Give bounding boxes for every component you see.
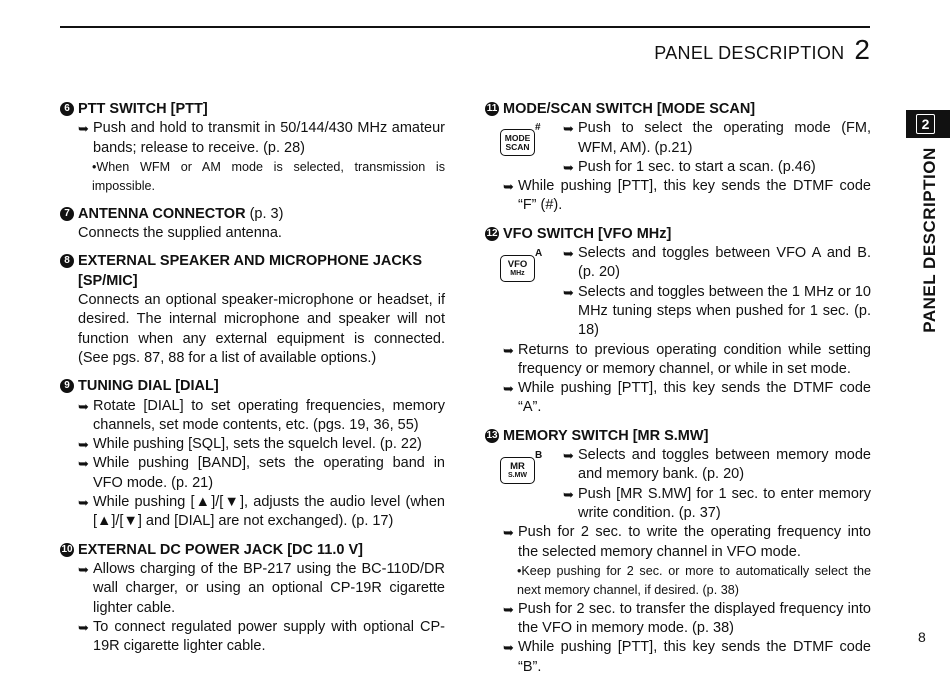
section-tuning-dial [60, 377, 445, 531]
bullet-text: To connect regulated power supply with optional CP-19R cigarette lighter cable. [93, 618, 445, 655]
section-title: MODE/SCAN SWITCH [MODE SCAN] [503, 101, 756, 117]
section-title: EXTERNAL SPEAKER AND MICROPHONE JACKS [SP/MIC] [78, 253, 423, 289]
arrow-bullet-icon: ➥ [563, 284, 574, 300]
key-label-bottom: MHz [510, 269, 525, 277]
arrow-bullet-icon: ➥ [78, 456, 89, 472]
note-text: •Keep pushing for 2 sec. or more to automatically select the next memory channel, if desired. (p. 38) [517, 563, 871, 597]
section-dc-power-jack [60, 541, 445, 657]
bullet-text: While pushing [BAND], sets the operating band in VFO mode. (p. 21) [93, 455, 445, 491]
header-chapter-number: 2 [854, 34, 870, 65]
arrow-bullet-icon: ➥ [563, 121, 574, 137]
section-title: ANTENNA CONNECTOR [78, 205, 246, 222]
arrow-bullet-icon: ➥ [78, 619, 89, 635]
arrow-bullet-icon: ➥ [503, 179, 514, 195]
arrow-bullet-icon: ➥ [503, 601, 514, 617]
section-mode-scan-switch [485, 100, 871, 216]
key-label-bottom: S.MW [507, 471, 528, 479]
bullet-text: Selects and toggles between the 1 MHz or 10 MHz tuning steps when pushed for 1 sec. (p. 18) [578, 283, 871, 339]
arrow-bullet-icon: ➥ [503, 525, 514, 541]
bullet-item [547, 158, 871, 177]
bullet-item [60, 454, 445, 493]
bullet-text: Selects and toggles between memory mode and memory bank. (p. 20) [578, 447, 871, 483]
keyed-bullets [485, 446, 871, 523]
section-heading [485, 427, 871, 446]
keyed-bullets [485, 119, 871, 177]
bullet-text: Rotate [DIAL] to set operating frequencies, memory channels, set mode contents, etc. (pgs. 19, 36, 55) [93, 397, 445, 433]
bullet-item [60, 397, 445, 436]
mode-scan-key-icon [500, 129, 535, 156]
section-title: PTT SWITCH [PTT] [78, 101, 208, 117]
key-label-top: MR [510, 460, 525, 472]
key-superscript: # [535, 122, 541, 134]
section-number-badge: 13 [486, 429, 498, 441]
bullet-item [60, 119, 445, 158]
key-label-top: MODE [504, 132, 531, 143]
bullet-text: Push to select the operating mode (FM, WFM, AM). (p.21) [578, 120, 871, 156]
section-title: TUNING DIAL [DIAL] [78, 378, 219, 395]
bullet-text: Selects and toggles between VFO A and B. (p. 20) [578, 245, 871, 281]
bullet-item [485, 379, 871, 418]
arrow-bullet-icon: ➥ [563, 159, 574, 175]
bullet-item [547, 485, 871, 524]
key-label-top: VFO [507, 258, 528, 270]
section-page-ref: (p. 3) [245, 205, 284, 222]
page-header [654, 34, 870, 66]
arrow-bullet-icon: ➥ [78, 121, 89, 137]
bullet-item [547, 283, 871, 341]
bullet-item [485, 523, 871, 562]
left-column [60, 100, 445, 665]
arrow-bullet-icon: ➥ [563, 246, 574, 262]
section-heading [60, 205, 445, 224]
arrow-bullet-icon: ➥ [78, 398, 89, 414]
header-title: PANEL DESCRIPTION [654, 43, 845, 63]
bullet-text: Push and hold to transmit in 50/144/430 MHz amateur bands; release to receive. (p. 28) [93, 120, 445, 156]
section-body: Connects the supplied antenna. [78, 225, 282, 242]
section-number-badge: 9 [60, 379, 74, 393]
section-number-badge: 12 [486, 227, 498, 239]
mr-smw-key-icon [500, 457, 535, 484]
side-tab-number: 2 [916, 114, 935, 134]
section-number-badge: 6 [60, 102, 74, 116]
bullet-text: Push for 2 sec. to transfer the displayed frequency into the VFO in memory mode. (p. 38) [518, 600, 871, 637]
key-superscript: A [535, 248, 543, 260]
bullet-item [485, 600, 871, 639]
arrow-bullet-icon: ➥ [78, 495, 89, 511]
arrow-bullet-icon: ➥ [78, 561, 89, 577]
section-title: VFO SWITCH [VFO MHz] [503, 225, 672, 242]
key-label-bottom: SCAN [505, 141, 530, 152]
side-tab-title: PANEL DESCRIPTION [920, 147, 939, 333]
bullet-text: While pushing [PTT], this key sends the DTMF code “F” (#). [518, 178, 871, 214]
section-title: EXTERNAL DC POWER JACK [DC 11.0 V] [78, 541, 363, 558]
side-tab [906, 110, 950, 138]
arrow-bullet-icon: ➥ [503, 640, 514, 656]
section-heading [60, 252, 445, 291]
section-heading [485, 225, 871, 244]
bullet-item [547, 446, 871, 485]
bullet-text: Push [MR S.MW] for 1 sec. to enter memory write condition. (p. 37) [578, 485, 871, 521]
bullet-item [485, 341, 871, 380]
section-heading [485, 100, 871, 119]
arrow-bullet-icon: ➥ [78, 437, 89, 453]
section-number-badge: 11 [486, 103, 498, 114]
bullet-text: Returns to previous operating condition while setting frequency or memory channel, or while in set mode. [518, 341, 871, 377]
bullet-text: While pushing [▲]/[▼], adjusts the audio level (when [▲]/[▼] and [DIAL] are not exchanged). (p. 17) [93, 494, 445, 530]
bullet-text: While pushing [PTT], this key sends the DTMF code “A”. [518, 380, 871, 416]
bullet-text: Allows charging of the BP-217 using the BC-110D/DR wall charger, or using an optional CP-19R cigarette lighter cable. [93, 560, 445, 616]
bullet-item [60, 618, 445, 657]
arrow-bullet-icon: ➥ [503, 381, 514, 397]
bullet-text: Push for 2 sec. to write the operating frequency into the selected memory channel in VFO mode. [518, 524, 871, 560]
note-text: •When WFM or AM mode is selected, transmission is impossible. [92, 159, 445, 193]
section-ptt-switch [60, 100, 445, 196]
bullet-item [485, 177, 871, 216]
bullet-item [60, 560, 445, 618]
arrow-bullet-icon: ➥ [503, 342, 514, 358]
top-rule [60, 26, 870, 28]
arrow-bullet-icon: ➥ [563, 448, 574, 464]
bullet-item [547, 119, 871, 158]
section-heading [60, 377, 445, 396]
bullet-text: While pushing [PTT], this key sends the DTMF code “B”. [518, 639, 871, 675]
section-antenna-connector [60, 205, 445, 244]
bullet-item [547, 244, 871, 283]
bullet-item [485, 638, 871, 677]
section-vfo-switch [485, 225, 871, 418]
page-number: 8 [918, 629, 926, 645]
section-speaker-mic-jacks [60, 252, 445, 368]
section-memory-switch [485, 427, 871, 677]
section-heading [60, 100, 445, 119]
bullet-item [60, 435, 445, 454]
right-column [485, 100, 871, 686]
section-number-badge: 7 [60, 207, 74, 221]
bullet-item [60, 493, 445, 532]
section-number-badge: 10 [61, 543, 73, 555]
vfo-mhz-key-icon [500, 255, 535, 282]
section-number-badge: 8 [60, 254, 74, 268]
arrow-bullet-icon: ➥ [563, 486, 574, 502]
section-heading [60, 541, 445, 560]
section-title: MEMORY SWITCH [MR S.MW] [503, 427, 709, 444]
section-body: Connects an optional speaker-microphone or headset, if desired. The internal microphone and speaker will not function when any external equipment is connected. (See pgs. 87, 88 for a list of available options.) [78, 292, 445, 366]
bullet-text: Push for 1 sec. to start a scan. (p.46) [578, 158, 816, 175]
bullet-text: While pushing [SQL], sets the squelch level. (p. 22) [93, 436, 422, 453]
key-superscript: B [535, 450, 543, 462]
keyed-bullets [485, 244, 871, 340]
